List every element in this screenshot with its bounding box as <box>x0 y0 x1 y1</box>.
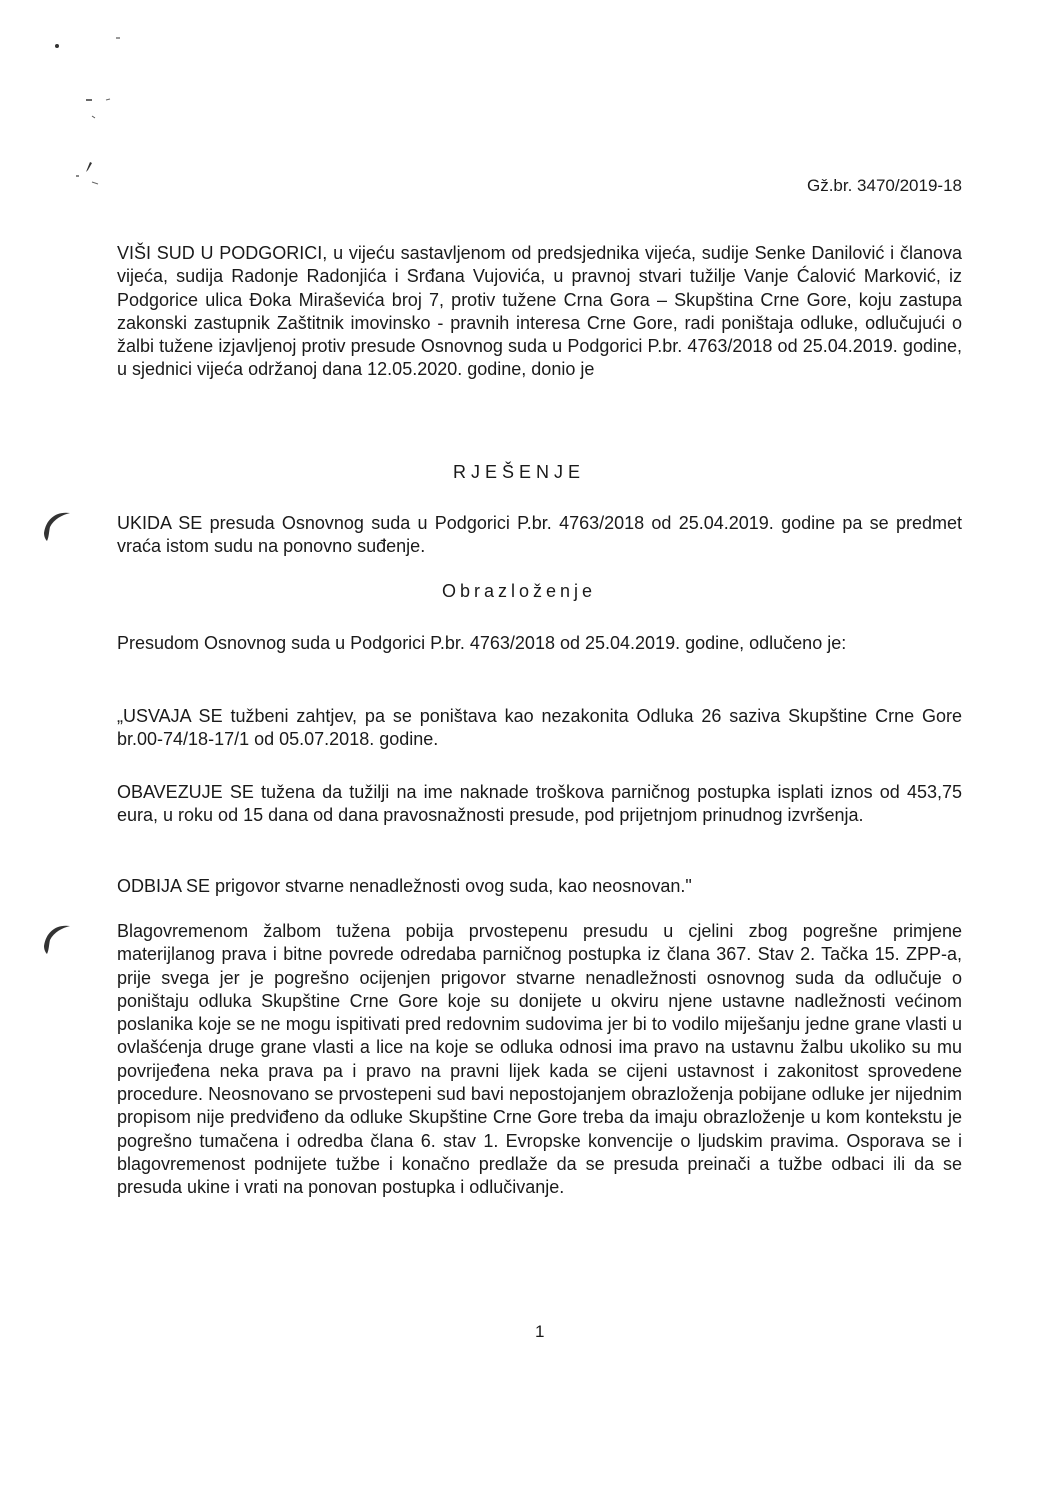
page-number: 1 <box>535 1322 545 1341</box>
quoted-objection-paragraph: ODBIJA SE prigovor stvarne nenadležnosti ovog suda, kao neosnovan." <box>117 876 692 896</box>
margin-hole-mark-icon <box>40 505 80 545</box>
intro-paragraph: VIŠI SUD U PODGORICI, u vijeću sastavljenom od predsjednika vijeća, sudije Senke Danilović i članova vijeća, sudija Radonje Radonjića i Srđana Vujovića, u pravnoj stvari tužilje Vanje Ćalović Marković, iz Podgorice ulica Đoka Miraševića broj 7, protiv tužene Crna Gora – Skupština Crne Gore, koju zastupa zakonski zastupnik Zaštitnik imovinsko - pravnih interesa Crne Gore, radi poništaja odluke, odlučujući o žalbi tužene izjavljenoj protiv presude Osnovnog suda u Podgorici P.br. 4763/2018 od 25.04.2019. godine, u sjednici vijeća održanoj dana 12.05.2020. godine, donio je <box>117 243 962 380</box>
reasoning-intro-paragraph: Presudom Osnovnog suda u Podgorici P.br. 4763/2018 od 25.04.2019. godine, odlučeno je: <box>117 633 847 653</box>
appeal-paragraph: Blagovremenom žalbom tužena pobija prvostepenu presudu u cjelini zbog pogrešne primjene materijlanog prava i bitne povrede odredaba parničnog postupka iz člana 367. Stav 2. Tačka 15. ZPP-a, prije svega jer je pogrešno ocijenjen prigovor stvarne nenadležnosti osnovnog suda da odlučuje o poništaju odluka Skupštine Crne Gore koje su donijete u okviru njene ustavne nadležnosti većinom poslanika koje se ne mogu ispitivati pred redovnim sudovima jer bi to vodilo miješanju jedne grane vlasti u ovlašćenja druge grane vlasti a lice na koje se odluka odnosi ima pravo na ustavnu žalbu ukoliko su mu povrijeđena neka prava pa i pravo na pravni lijek kada se cijeni ustavnost i zakonitost sprovedene procedure. Neosnovano se prvostepeni sud bavi nepostojanjem obrazloženja pobijane odluke jer nijednim propisom nije predviđeno da odluke Skupštine Crne Gore treba da imaju obrazloženje u kom kontekstu je pogrešno tumačena i odredba člana 6. stav 1. Evropske konvencije o ljudskim pravima. Osporava se i blagovremenost podnijete tužbe i konačno predlaže da se presuda preinači a tužbe odbaci ili da se presuda ukine i vrati na ponovan postupka i odlučivanje. <box>117 921 962 1198</box>
ruling-paragraph: UKIDA SE presuda Osnovnog suda u Podgorici P.br. 4763/2018 od 25.04.2019. godine pa se predmet vraća istom sudu na ponovno suđenje. <box>117 513 962 557</box>
quoted-costs-paragraph: OBAVEZUJE SE tužena da tužilji na ime naknade troškova parničnog postupka isplati iznos od 453,75 eura, u roku od 15 dana od dana pravosnažnosti presude, pod prijetnjom prinudnog izvršenja. <box>117 782 962 826</box>
scan-mark-icon <box>50 30 130 200</box>
case-number: Gž.br. 3470/2019-18 <box>806 176 962 195</box>
ruling-title: RJEŠENJE <box>452 462 586 482</box>
quoted-verdict-paragraph: „USVAJA SE tužbeni zahtjev, pa se poništava kao nezakonita Odluka 26 saziva Skupštine Crne Gore br.00-74/18-17/1 od 05.07.2018. godine. <box>117 706 962 750</box>
reasoning-title: Obrazloženje <box>441 581 597 601</box>
margin-hole-mark-icon <box>40 918 80 958</box>
